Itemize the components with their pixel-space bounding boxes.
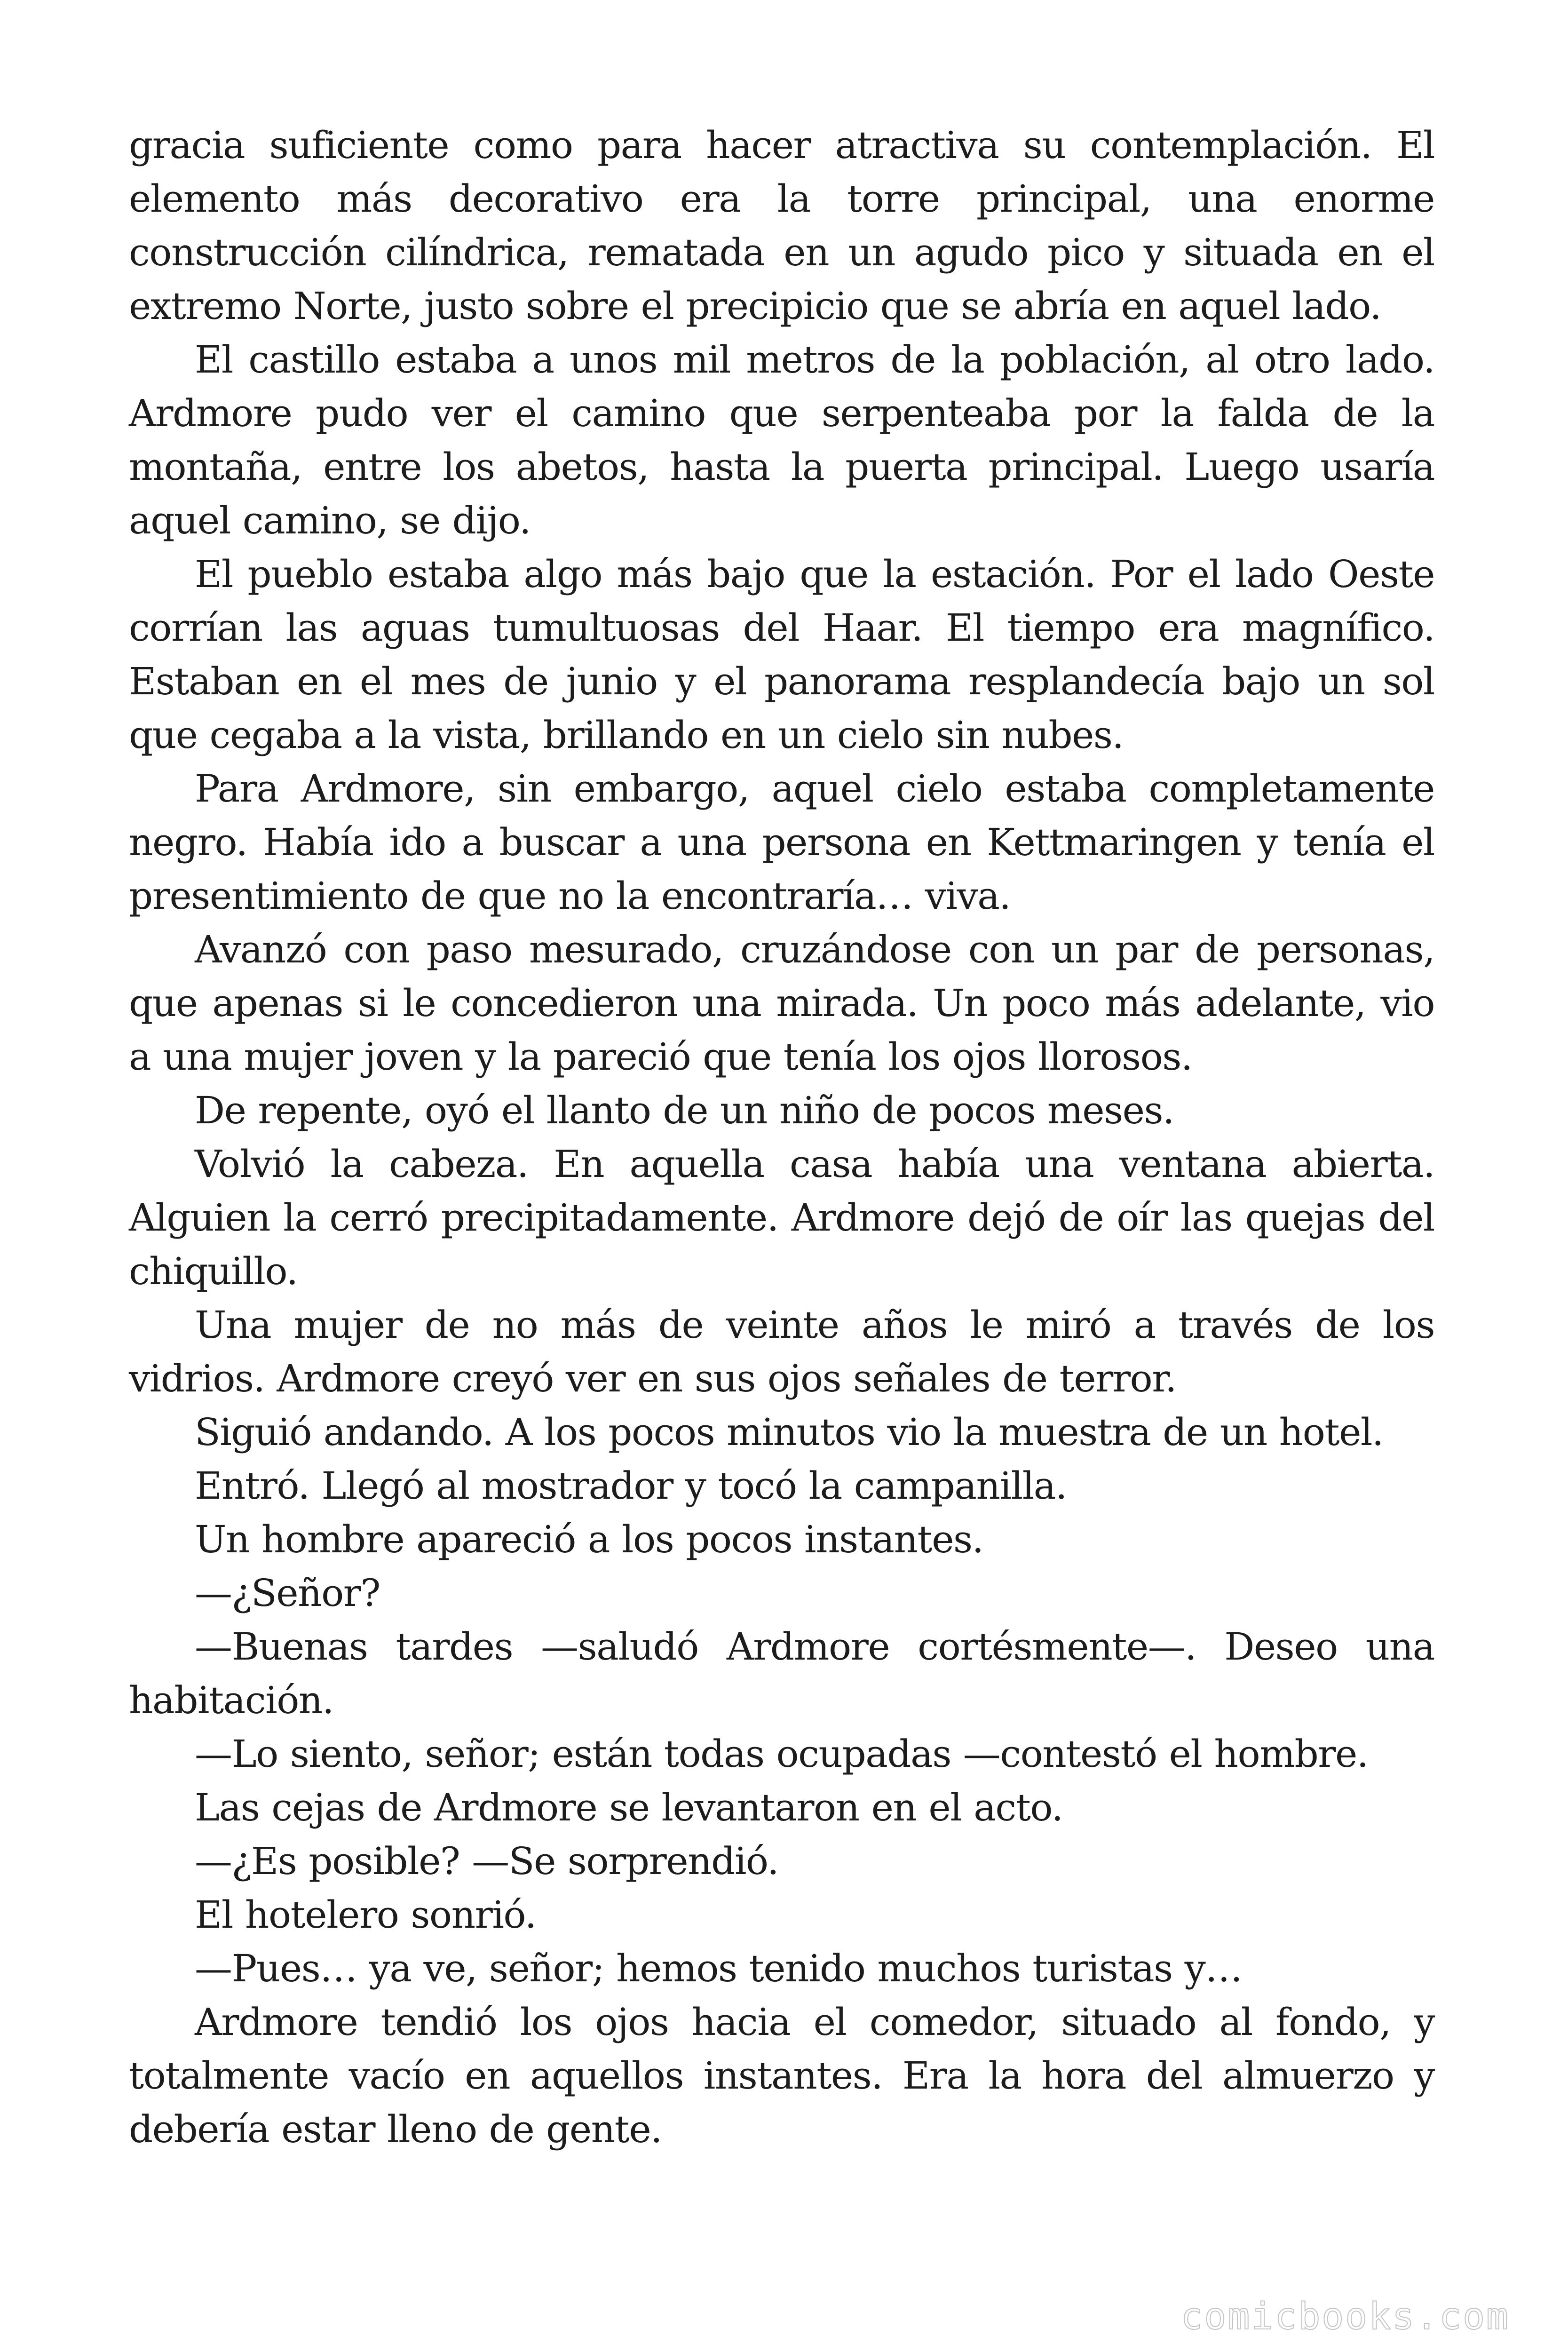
page-body-text bbox=[129, 119, 1434, 2156]
paragraph: Para Ardmore, sin embargo, aquel cielo estaba completamente negro. Había ido a buscar a una persona en Kettmaringen y tenía el presentimiento de que no la encontraría… viva. bbox=[129, 767, 1434, 918]
paragraph: Ardmore tendió los ojos hacia el comedor, situado al fondo, y totalmente vacío en aquellos instantes. Era la hora del almuerzo y debería estar lleno de gente. bbox=[129, 2000, 1434, 2151]
paragraph: Las cejas de Ardmore se levantaron en el acto. bbox=[195, 1786, 1063, 1829]
paragraph: Volvió la cabeza. En aquella casa había una ventana abierta. Alguien la cerró precipitadamente. Ardmore dejó de oír las quejas del chiquillo. bbox=[129, 1142, 1434, 1293]
dialogue-line: —Buenas tardes —saludó Ardmore cortésmente—. Deseo una habitación. bbox=[129, 1625, 1434, 1722]
paragraph: El pueblo estaba algo más bajo que la estación. Por el lado Oeste corrían las aguas tumultuosas del Haar. El tiempo era magnífico. Estaban en el mes de junio y el panorama resplandecía bajo un sol que cegaba a la vista, brillando en un cielo sin nubes. bbox=[129, 552, 1434, 757]
paragraph: El castillo estaba a unos mil metros de la población, al otro lado. Ardmore pudo ver el camino que serpenteaba por la falda de la montaña, entre los abetos, hasta la puerta principal. Luego usaría aquel camino, se dijo. bbox=[129, 338, 1434, 542]
paragraph: El hotelero sonrió. bbox=[195, 1893, 536, 1937]
watermark: comicbooks.com bbox=[1180, 2296, 1510, 2338]
paragraph: Una mujer de no más de veinte años le miró a través de los vidrios. Ardmore creyó ver en sus ojos señales de terror. bbox=[129, 1303, 1434, 1400]
dialogue-line: —¿Señor? bbox=[195, 1571, 380, 1615]
paragraph: Entró. Llegó al mostrador y tocó la campanilla. bbox=[195, 1464, 1067, 1508]
dialogue-line: —¿Es posible? —Se sorprendió. bbox=[195, 1839, 779, 1883]
paragraph-continued: gracia suficiente como para hacer atractiva su contemplación. El elemento más decorativo era la torre principal, una enorme construcción cilíndrica, rematada en un agudo pico y situada en el extremo Norte, justo sobre el precipicio que se abría en aquel lado. bbox=[129, 123, 1434, 328]
paragraph: De repente, oyó el llanto de un niño de pocos meses. bbox=[195, 1089, 1174, 1132]
paragraph: Un hombre apareció a los pocos instantes. bbox=[195, 1518, 983, 1561]
dialogue-line: —Lo siento, señor; están todas ocupadas —contestó el hombre. bbox=[195, 1732, 1368, 1776]
paragraph: Avanzó con paso mesurado, cruzándose con un par de personas, que apenas si le concedieron una mirada. Un poco más adelante, vio a una mujer joven y la pareció que tenía los ojos llorosos. bbox=[129, 928, 1434, 1079]
paragraph: Siguió andando. A los pocos minutos vio la muestra de un hotel. bbox=[195, 1410, 1383, 1454]
dialogue-line: —Pues… ya ve, señor; hemos tenido muchos turistas y… bbox=[195, 1947, 1242, 1990]
